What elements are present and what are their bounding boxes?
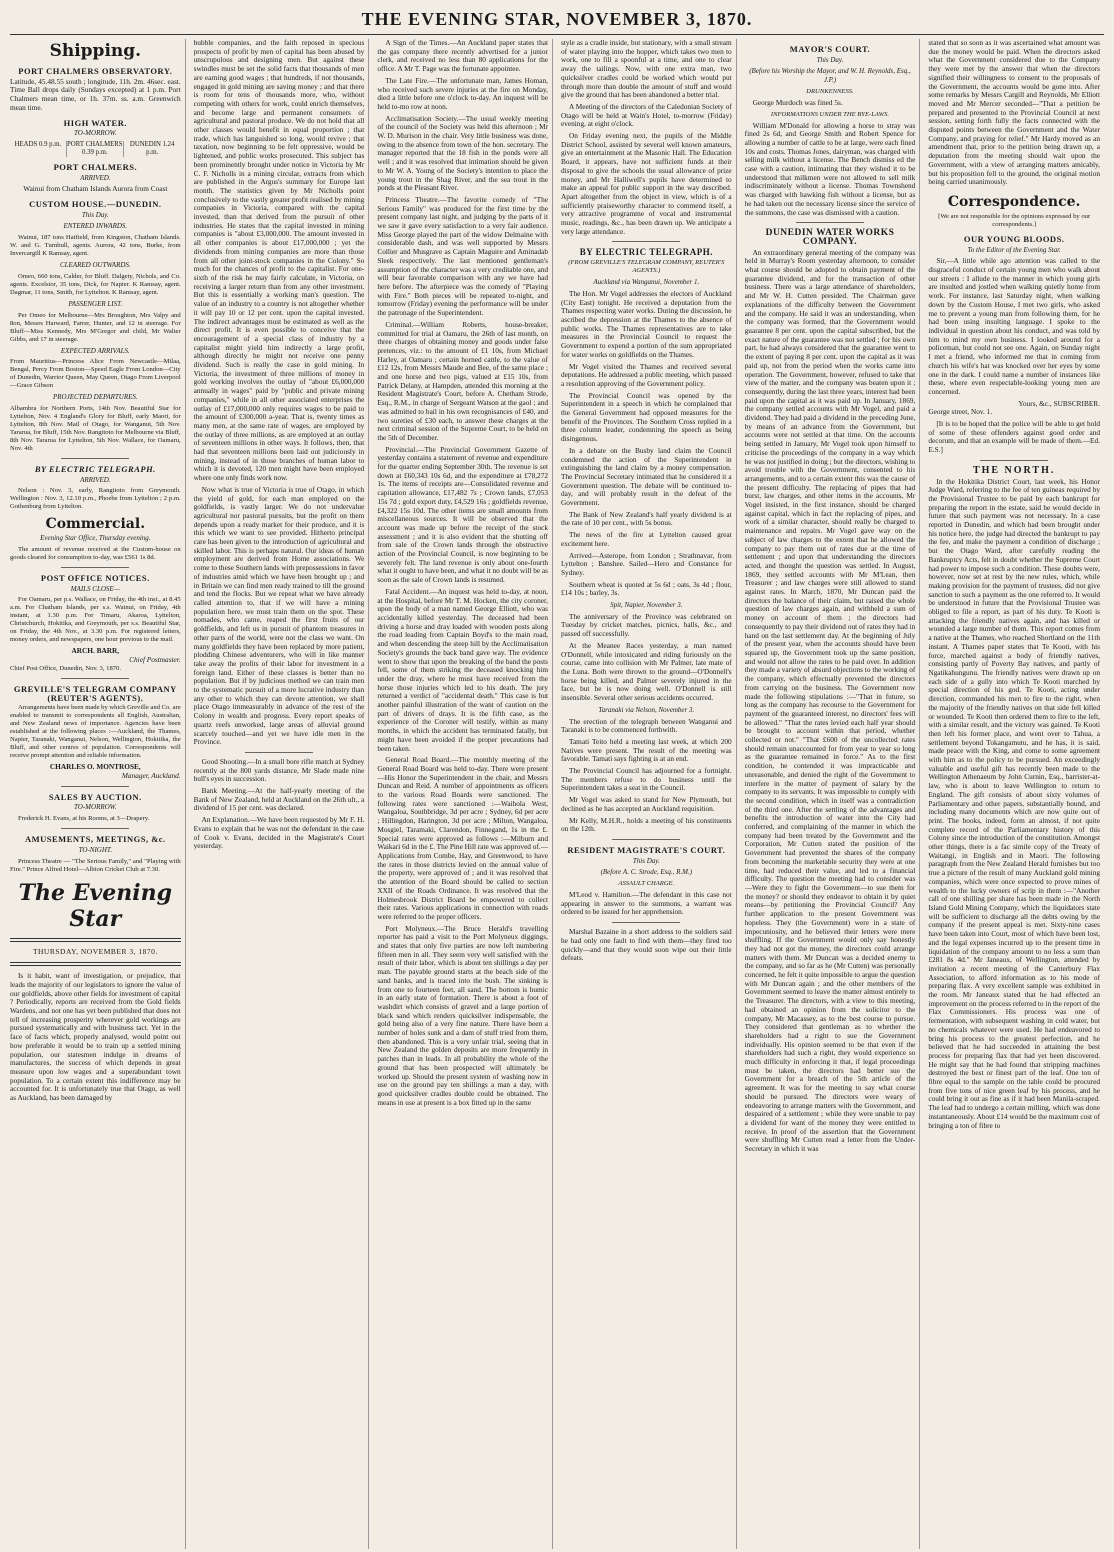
column-1 <box>10 39 186 1549</box>
columns <box>10 39 1104 1549</box>
provincial: Provincial.—The Provincial Government Gazette of yesterday contains a statement of revenue and expenditure for the quarter ending September 30th. The revenue is set down at £60,343 10s 6d, and the expenditure at £78,272 1s. The items of receipts are—Consolidated revenue and capitation allowance, £17,482 7s ; Crown lands, £7,053 15s 7d ; gold export duty, £4,529 16s ; goldfields revenue, £4,322 15s 10d. The other items are small amounts from miscellaneous sources. It will be observed that the account was made up before the receipt of the stock assessment ; and it is also evident that the shutting off from sale of the Crown lands through the obstructive action of the Provincial Council, is now beginning to be severely felt. The land revenue is only about one-fourth what it ought to have been, and what it no doubt will be as soon as the sale of Crown lands is resumed. <box>377 444 548 585</box>
commercial-text: The amount of revenue received at the Custom-house on goods cleared for consumption to-day, was £561 1s 8d. <box>10 546 181 562</box>
sign-of-times: A Sign of the Times.—An Auckland paper states that the gas company there recently advertised for a junior clerk, and received no less than 80 applications for the office. A Mr T. Page was the fortunate appointee. <box>377 39 548 74</box>
bye-laws-label: INFORMATIONS UNDER THE BYE-LAWS. <box>770 110 890 118</box>
fatal-accident: Fatal Accident.—An inquest was held to-day, at noon, at the Hospital, before Mr T. M. Hocken, the city coroner, upon the body of a man named George Elliott, who was accidentally killed yesterday. The deceased had been driving a horse and dray loaded with wooden posts along the road leading from Captain Boyd's to the main road, and when descending the steep hill by the Acclimatisation Society's grounds the back band gave way. The evidence went to show that upon the breaking of the band the posts fell, some of them striking the deceased knocking him under the dray, where he must have received from the horse those injuries which led to his death. The jury returned a verdict of "accidental death." This case is but another painful illustration of the want of caution on the part of drivers of drays. It is the fifth case, as the experience of the Coroner will testify, within as many months, in which the accident has terminated fatally, but might have been avoided if the proper precautions had been taken. <box>377 586 548 753</box>
leader-date-line: THURSDAY, NOVEMBER 3, 1870. <box>32 946 158 956</box>
commercial-office-line: Evening Star Office, Thursday evening. <box>40 534 151 543</box>
arrived-label: ARRIVED. <box>80 173 111 182</box>
amusements-title: AMUSEMENTS, MEETINGS, &c. <box>24 834 166 845</box>
divider <box>245 752 313 753</box>
greville-text: Arrangements have been made by which Greville and Co. are enabled to transmit to correspondents all English, Australian, and New Zealand news of importance. Agencies have been established at the following places :—Auckland, the Thames, Napier, Taranaki, Wanganui, Nelson, Wellington, Hokitika, the Bluff, and other centres of population. Correspondents will receive prompt attention and reliable information. <box>10 704 181 760</box>
sales-text: Frederick H. Evans, at his Rooms, at 3—Drapery. <box>18 815 150 823</box>
port-molyneux: Port Molyneux.—The Bruce Herald's travelling reporter has paid a visit to the Port Molyneux diggings, and states that only five parties are now left numbering fifteen men in all. They seem very well satisfied with the result of their labor, which is about ten shillings a day per man. The payable ground starts at the beach side of the sand banks, and is traced into the bush. The sinking is from one to fourteen feet, all sand. The bottom is humic in an early state of formation. There is about a foot of washdirt which consists of gravel and a large portion of black sand which renders quicksilver indispensable, the gold being also of a very fine nature. There have been a number of holes sunk and a dam of stuff tried from them, then abandoned. This is a very unfair trial, seeing that in New Zealand the golden deposits are more frequently in patches than in leads. In all probability the whole of the ground that has been prospected will ultimately be worked up. Should the present system of washing now in use on the ground pay ten shillings a man a day, with good quicksilver cradles double could be obtained. The means in use at present is a box fitted up in the same <box>377 923 548 1107</box>
north-text: In the Hokitika District Court, last week, his Honor Judge Ward, referring to the fee of ten guineas required by the Provisional Trustee to be paid by each bankrupt for preparing the report in the estate, said he would decide in future that such payment was not necessary. In a case reported in Dunedin, and which had been brought under his notice here, the judge had directed the bankrupt to pay the fee, and make the payment a condition of discharge ; but the Otago Ward, after carefully reading the Bankruptcy Acts, felt in doubt whether the Supreme Court had power to impose such a condition. These doubts were, however, now set at rest by the new rules, which, while making provision for the payment of trustees, did not give sanction to such a payment as the one referred to. It would be understood in future that the Provisional Trustee was obliged to file a report, as part of his duty. Te Kooti is attacking the friendly natives again, and has killed or wounded a large number of them. This report comes from a native at the Thames, who reached Shortland on the 11th instant. A Thames paper states that Te Kooti, with his force, marched against a body of friendly natives, consisting partly of Poverty Bay natives, and partly of Ngatikahungunu. The friendly natives were drawn up on each side of a gully into which Te Kooti marched by special direction of his god. Te Kooti, acting under direction, commanded his men to fire to the right, when the majority of the friendly natives on that side fell killed or wounded. Te Kooti then ordered them to fire to the left, with a similar result, and the victory was gained. Te Kooti then left his former place, and went over to Tahua, a settlement beyond Tokangamutu, and he has, it is said, made peace with the King, and come to some agreement with him as to the policy to be pursued. An exceedingly valuable and useful gift has recently been made to the Wellington Athenaeum by John Curnin, Esq., barrister-at-law, who is about to leave Wellington to return to England. The gift consists of about sixty volumes of Parliamentary and other papers, substantially bound, and including many documents which are now quite out of print. The books, indeed, form an almost, if not quite complete record of the Parliamentary history of this Colony since the introduction of the constitution. Amongst other things, there is a fac simile copy of the Treaty of Waitangi, in English and in Maori. The following paragraph from the New Zealand Herald furnishes but too true a picture of the result of many Auckland gold mining companies, which were once expected to prove mines of wealth to the lucky owners of scrip in them :—"Another call of one shilling per share has been made in the North Island Gold Mining Company, which the liquidators state will be sufficient to discharge all the debts owing by the company if the present appeal is met. Sixty-nine cases have been taken into Court, most of which have been lost, and the legal expenses incurred up to the present time in liquidation of the company amount to no less a sum than £281 8s 4d." Mr Janeaux, of Wellington, attended by invitation a recent meeting of the Canterbury Flax Association, to afford information as to his mode of preparing flax. A very excellent sample was exhibited in the room. Mr Janeaux stated that he had effected an improvement on the process referred to in the report of the Flax Commissioners. His process was one of fermentation, with subsequent washing in cold water, but no chemicals whatever were used. He had endeavored to bring his process to the greatest perfection, and he believed that he had succeeded in attaining the best process for preparing flax that had yet been discovered. He might say that he had found that stripping machines destroyed the best or finest part of the leaf. One ton of fibre equal to the sample on the table could be procured from five tons of nice green leaf by his process, and he could bring it out as fine as if it had been Manila-scraped. The leaf had to undergo a certain milling, which was done instantaneously. About £14 would be the maximum cost of bringing a ton of fibre to <box>928 476 1100 1130</box>
school-entertainment: On Friday evening next, the pupils of the Middle District School, assisted by several well known amateurs, give an entertainment at the Masonic Hall. The Education Board, it appears, have not sufficient funds at their disposal to give the schools the usual allowance of prize money, and Mr Halliwell's pupils have determined to make an appeal for public support in the way described. Apart altogether from the object in view, which is of a sufficiently praiseworthy character to commend itself, a very attractive programme of vocal and instrumental music, readings, &c., has been drawn up. We anticipate a very large attendance. <box>561 131 732 236</box>
passenger-label: PASSENGER LIST. <box>68 299 123 308</box>
port-title: PORT CHALMERS. <box>53 161 138 172</box>
young-bloods-note: [It is to be hoped that the police will be able to get hold of some of these offenders against good order and decorum, and that an example will be made of them.—Ed. E.S.] <box>928 419 1100 455</box>
arrived-text: Wainui from Chatham Islands Aurora from Coast <box>23 184 168 194</box>
paper-name: The Evening Star <box>18 879 172 932</box>
bazaine-note: Marshal Bazaine in a short address to the soldiers said he had only one fault to find with them—they fired too quickly—and that they would soon wipe out their little defeats. <box>561 927 732 963</box>
telegram-9: The anniversary of the Province was celebrated on Tuesday by cricket matches, picnics, balls, &c., and passed off successfully. <box>561 611 732 639</box>
post-office-signer: ARCH. BARR, <box>71 646 120 656</box>
divider <box>612 839 680 840</box>
general-road-board: General Road Board.—The monthly meeting of the General Road Board was held to-day. There were present—His Honor the Superintendent in the chair, and Messrs Duncan and Reid. A number of appointments as officers to the various Road Boards were sanctioned. The following rates were sanctioned :—Waihola West, Wangaloa, Southbridge, 3d per acre ; Sydney, 6d per acre ; Hillingdon, Harington, 3d per acre ; Milton, Wangaloa, Mosgiel, Taramaki, Clarendon, Finnegand, 1s in the £. Special rates were approved as follows :—Milburn and Waikari 6d in the £. The Pine Hill rate was approved of.—Applications from Combe, Hay, and Greenwood, to have the rates in those districts levied on the annual value of the property, were approved of ; and it was resolved that the attention of the Board should be called to section XXII of the Roads Ordinance. It was resolved that the Holmesbrook District Board be empowered to collect their rates. Various applications in connection with roads were referred to the proper officers. <box>377 755 548 921</box>
young-bloods-to: To the Editor of the Evening Star. <box>967 245 1061 254</box>
passenger-text: Per Omeo for Melbourne—Mrs Broughton, Mrs Valpy and 8on, Messrs Harward, Farrer, Hunter, and 12 in steerage. For Bluff—Miss Kennedy, Mrs M'Gregor and child, Mr Walter Gibbs, and 17 in steerage. <box>10 311 181 343</box>
bye-laws-text: William M'Donald for allowing a horse to stray was fined 2s 6d, and George Smith and Robert Spence for allowing a number of cattle to be at large, were each fined 10s and costs. Thomas Jones, dairyman, was charged with selling milk without a license. The Bench dismiss ed the case with a caution, intimating that they wished it to be understood that milkmen were not allowed to sell milk indiscriminately without a license. Thomas Townshend was charged with hawking fish without a license, but as he had taken out the necessary license since the service of the summons, the case was dismissed with a caution. <box>744 120 916 217</box>
divider <box>612 922 680 923</box>
late-fire: The Late Fire.—The unfortunate man, James Homan, who received such severe injuries at the fire on Monday, died a little before one o'clock to-day. An inquest will be held to-mo row at noon. <box>377 75 548 111</box>
double-rule <box>10 962 181 966</box>
tide-dunedin: DUNEDIN 1.24 p.m. <box>129 140 175 156</box>
shipping-header: Shipping. <box>49 41 142 61</box>
divider <box>980 460 1049 461</box>
dateline-auckland: Auckland via Wanganui, November 1. <box>593 278 700 287</box>
divider <box>612 241 680 242</box>
high-water-title: HIGH WATER. <box>63 117 127 128</box>
leader-paragraph-3: Now what is true of Victoria is true of Otago, in which the yield of gold, for each man employed on the goldfields, is vastly larger. We do not undervalue agricultural nor pastoral pursuits, but the profit on them depends upon a ready market for their produce, and it is this which we want to see provided. Hitherto principal care has been given to the introduction of agricultural and skilled labor. This is perhaps natural. Our ideas of human employment are derived from Home associations. We come to these Southern lands with prepossessions in favor of industries amid which we have been brought up ; and in Britain we can find men ready trained to till the ground and tend the flocks. But we repeat what we have already called attention to, that if we will have a mining population here, we must train them on the spot. These nomades, who came, reaped the first fruits of our goldfields, and left us in pursuit of phantom treasures in other parts of the world, were not the class we want. On many goldfields they have been replaced by more patient, plodding Chinese adventurers, who will in like manner take away the profits of their labor for investment in a foreign land. Either of these classes is better than no population. But if by judicious method we can train men to the systematic pursuit of a more lucrative industry than any other to which they can devote attention, we shall place Otago immeasurably in advance of the rest of the Colony in wealth and progress. Every report speaks of quartz reefs unworked, large areas of alluvial ground scarcely touched—and yet we have idle men in the Province. <box>193 484 365 747</box>
divider <box>61 567 129 568</box>
entered-label: ENTERED INWARDS. <box>63 222 128 231</box>
sales-title: SALES BY AUCTION. <box>48 791 142 802</box>
observatory-text: Latitude, 45.48.55 south ; longitude, 11h. 2m. 46sec. east. Time Ball drops daily (Sundays excepted) at 1 p.m. Port Chalmers mean time, or 1h. 37m. ss. a.m. Greenwich mean time. <box>10 76 181 112</box>
commercial-header: Commercial. <box>45 516 146 533</box>
post-office-title: POST OFFICE NOTICES. <box>40 573 150 584</box>
telegram-14: Mr Vogel was asked to stand for New Plymouth, but declined as he has accepted an Auckland requisition. <box>561 795 732 813</box>
acclimatisation-society: Acclimatisation Society.—The usual weekly meeting of the council of the Society was held this afternoon ; Mr W. D. Murison in the chair. Very little business was done, owing to the absence from town of the hon. secretary. The manager reported that the 18 fish in the ponds were all well ; and it was resolved that intimation should be given to Mr W. A. Young of the Society's intention to place the young trout in the Shag River, and the sea trout in the ponds at the Pleasant River. <box>377 113 548 193</box>
divider <box>796 222 864 223</box>
amusements-text: Princess Theatre — "The Serious Family," and "Playing with Fire." Prince Alfred Hotel—Albion Cricket Club at 7.30. <box>10 857 181 873</box>
telegram-10: At the Meanee Races yesterday, a man named O'Donnell, while intoxicated and riding furiously on the course, came into collision with Mr Palmer, late mate of the Luna. Both were thrown to the ground—O'Donnell's horse being killed, and Palmer severely injured in the face, but he is now doing well. O'Donnell is still insensible. Several other serious accidents occurred. <box>561 640 732 703</box>
telegraph-arrived: ARRIVED. <box>80 475 111 484</box>
divider <box>61 828 129 829</box>
telegram-3: The Provincial Council was opened by the Superintendent in a speech in which he complained that the General Government had opposed measures for the benefit of the Provinces. The Southern Cross replied in a three column leader, condemning the speech as being disingenous. <box>561 390 732 444</box>
observatory-title: PORT CHALMERS OBSERVATORY. <box>18 66 173 76</box>
telegram-11: The erection of the telegraph between Wanganui and Taranaki is to be commenced forthwith. <box>561 716 732 735</box>
correspondence-note: [We are not responsible for the opinions expressed by our correspondents.] <box>938 212 1091 228</box>
mails-close: MAILS CLOSE— <box>70 584 120 593</box>
column-3 <box>377 39 553 1549</box>
young-bloods-sign: Yours, &c., SUBSCRIBER. <box>1018 398 1100 408</box>
column-2 <box>194 39 370 1549</box>
tide-table <box>10 141 181 157</box>
tide-port-chalmers: PORT CHALMERS 0.39 p.m. <box>67 140 123 156</box>
masthead-title: THE EVENING STAR, NOVEMBER 3, 1870. <box>361 9 753 29</box>
telegram-5: The Bank of New Zealand's half yearly dividend is at the rate of 10 per cent., with 5s bonus. <box>561 509 732 528</box>
telegram-12: Tamati Teito held a meeting last week, at which 200 Natives were present. The result of the meeting was favorable. Tamati says fighting is at an end. <box>561 736 732 764</box>
expected-label: EXPECTED ARRIVALS. <box>60 346 130 355</box>
post-office-text: For Oamaru, per p.s. Wallace, on Friday, the 4th inst., at 8.45 a.m. For Chatham Islands, per s.s. Wainui, on Friday, 4th instant, at 1.30 p.m. For Timaru, Akaroa, Lyttelton, Christchurch, Hokitika, and Greymouth, per s.s. Beautiful Star, on Friday, the 4th Nov., at 3.30 p.m. For registered letters, money orders, and newspapers, one hour previous to the mail. <box>10 596 181 644</box>
post-office-signer-title: Chief Postmaster. <box>129 655 181 665</box>
telegram-1: The Hon. Mr Vogel addresses the electors of Auckland (City East) tonight. He received a deputation from the Thames respecting water works. During the discussion, he ascribed the depression at the Thames to the absence of public works. The Thames representatives are to take measures in the Provincial Council to request the Government to expend a portion of the sum appropriated for water works on goldfields on the Thames. <box>561 288 732 359</box>
greville-title: GREVILLE'S TELEGRAM COMPANY (REUTER'S AGENTS). <box>13 683 177 703</box>
rm-court-title: RESIDENT MAGISTRATE'S COURT. <box>567 844 726 855</box>
telegram-15: Mr Kelly, M.H.R., holds a meeting of his constituents on the 12th. <box>561 815 732 834</box>
greville-signer-title: Manager, Auckland. <box>121 770 181 780</box>
rm-court-before: (Before A. C. Strode, Esq., R.M.) <box>600 868 693 877</box>
leader-paragraph-1: Is it habit, want of investigation, or prejudice, that leads the majority of our legislators to ignore the value of our goldfields, above other fields for investment of capital ? Periodically, reports are received from the Gold fields Wardens, and not one has yet been published that does not tell of increasing prosperity wherever gold workings are pursued systematically and with business tact. Yet in the face of facts which, properly analysed, would point out how preferable it would be to train up a settled mining population, our statesmen indulge in dreams of manufactures, the success of which depends in great measure upon low wages and a superabundant town population. To a certain extent this indifference may be accounted for. It is unfortunately true that Otago, as well as Auckland, has been damaged by <box>10 971 181 1103</box>
criminal: Criminal.—William Roberts, house-breaker, committed for trial at Oamaru, the 26th of last month, on three charges of obtaining money and goods under false pretences, viz.: to the amount of £1 10s, from Michael Harley, at Oamaru ; certain horned cattle, to the value of £12 12s, from Messrs Maude and Bee, of the same place ; and one horse and two pigs, valued at £15 10s, from Patrick Delany, at Hampden, attended this morning at the Resident Magistrate's Court, before A. Chetham Strode, Esq., R.M., in charge of Sergeant Watson at the gaol ; and was admitted to bail in his own recognisances of £40, and two sureties of £30 each, to answer these charges at the next criminal session of the Supreme Court, to be held on the 5th of December. <box>377 319 548 442</box>
tide-heads: HEADS 0.9 p.m. <box>10 141 67 157</box>
cleared-text: Omeo, 660 tons, Calder, for Bluff. Dalgety, Nichols, and Co. agents. Excelsior, 35 tons, Dick, for Napier. K Ramsay, agent. Dagmar, 11 tons, Smith, for Lyttelton. K Ramsay, agent. <box>10 272 181 296</box>
bank-meeting: Bank Meeting.—At the half-yearly meeting of the Bank of New Zealand, held at Auckland on the 26th ult., a dividend of 15 per cent. was declared. <box>193 786 365 813</box>
princess-theatre: Princess Theatre.—The favorite comedy of "The Serious Family" was produced for the first time by the present company last night, and judging by the parts of it we saw it gave every satisfaction to a very fair audience. Miss George played the part of the widow Delmaine with considerable dash, and was well supported by Messrs Collier and Musgrave as Captain Maguire and Aminadab Sleek respectively. The last mentioned gentleman's assumption of the character was a very creditable one, and will bear favorable comparison with any we have had here before. The afterpiece was the comedy of "Playing with Fire." Both pieces will be repeated to-night, and tomorrow (Friday) evening the performance will be under the patronage of the Superintendent. <box>377 194 548 318</box>
drunkenness-label: DRUNKENNESS. <box>806 87 854 95</box>
leader-paragraph-2: bubble companies, and the faith reposed in specious prospects of profit by men of capital has been abused by unscrupulous and designing men. But against these swindles must be set the solid facts that thousands of men are earning good wages ; that hundreds, if not thousands, engaged in gold mining are saving money ; and that there is room for tens of thousands more, who, without competing with others for work, could enrich themselves, and become large and permanent consumers of agricultural and pastoral produce. We do not hold that all other classes would benefit in equal proportion ; that trade, which has languished so long, would revive ; that taxation, now beginning to be felt oppressive, would be lightened, and public works prosecuted. This subject has been prominently brought under notice in Victoria by Mr C. F. Nicholls in a mining circular, extracts from which are published in the Argus's summary for Europe last month. The statistics given by Mr Nicholls point conclusively to the vastly greater profit realised by mining companies in Victoria, compared with the capital invested, than that derived from the pursuit of other industries. He states that the capital invested in mining companies is "about £3,000,000. The amount invested in all other companies is about £17,000,000 ; yet the dividends from mining companies are more than those from all other joint-stock companies in the Colony." So much for the chances of profit to the capitalist. For one-sixth of the risk he may fairly calculate, in Victoria, on receiving a larger return than from any other investment. But this is essentially a working man's question. The value of an industry to a country is not altogether whether it will pay 10 or 12 per cent. upon the capital invested. The indirect advantages must be estimated as well as the direct profit. It is even possible to conceive that the encouragement of a special class of industry by a capitalist might yield him indirectly a large profit, although directly he might not receive one penny dividend. Such is really the case in gold mining. In Victoria, the investment of three millions of money in gold working involves the outlay of "about £6,000,000 annually in wages" paid by "public and private mining companies," while in all other associated enterprises the outlay of £17,000,000 only requires wages to be paid to the amount of £300,000 a-year. That is, twenty times as many men, at the same rate of wages, are employed by the outlay of three millions, as are employed at an outlay of seventeen millions in other ways. It follows, then, that had that seventeen millions been laid out judiciously in mining, instead of in those branches of human labor to which it is devoted, 120 men might have been employed where one only finds work now. <box>193 39 365 483</box>
rm-court-text: M'Leod v. Hamilton.—The defendant in this case not appearing in answer to the summons, a warrant was ordered to be issued for her apprehension. <box>561 890 732 917</box>
young-bloods-date: George street, Nov. 1. <box>928 407 993 417</box>
masthead <box>10 0 1104 35</box>
drunkenness-text: George Murdoch was fined 5s. <box>752 97 843 107</box>
port-molyneux-continued: style as a cradle inside, but stationary, with a small stream of water playing into the hopper, which takes two men to work, one to fill a spoonful at a time, and one to clear away the tailings. Now, with one extra man, two quicksilver cradles could be worked which would put through more than double the amount of stuff and would give the ground that has been abandoned a better trial. <box>561 39 732 100</box>
post-office-sign-place: Chief Post Office, Dunedin, Nov. 3, 1870. <box>10 664 121 672</box>
telegraph-text: Nelson : Nov. 3, early, Rangitoto from Greymouth. Wellington : Nov. 3, 12.10 p.m., Phoebe from Lyttelton ; 2 p.m. Gothenburg from Lyttelton. <box>10 487 181 511</box>
custom-title: CUSTOM HOUSE.—DUNEDIN. <box>29 199 162 210</box>
caledonian-meeting: A Meeting of the directors of the Caledonian Society of Otago will be held at Wain's Hotel, to-morrow (Friday) evening, at eight o'clock. <box>561 101 732 129</box>
rm-court-day: This Day. <box>632 856 660 865</box>
mayor-court-before: (Before his Worship the Mayor, and W. H. Reynolds, Esq., J.P.) <box>749 67 911 85</box>
sales-sub: TO-MORROW. <box>74 803 117 812</box>
rm-assault-label: ASSAULT CHARGE. <box>618 880 675 888</box>
water-works-text: An extraordinary general meeting of the company was held in Murray's Room yesterday afternoon, to consider what course should be adopted to obtain payment of the guarantee dividend, and for the transaction of other business. There was a large attendance of shareholders, and Mr W. H. Cutten presided. The Chairman gave explanations of the difficulty between the Government and the company. He said it was an understanding, when the company was formed, that the Government would guarantee 8 per cent. upon the capital subscribed, but the exact nature of the guarantee was not settled ; for his own part, he had always considered that the guarantee went to the extent of paying 8 per cent. upon the capital as it was paid up, not from the period when the works came into operation. The Government, however, refused to take that view of the matter, and the company was beaten upon it ; consequently, during the last three years, interest had been paid upon the capital as it was paid up. In January, 1869, the company settled accounts with Mr Vogel, and paid a dividend. They had paid a dividend in the preceding June, by means of an advance from the Government, but accounts were not settled at that time. On the accounts being settled in January, Mr Vogel took upon himself to criticise the proceedings of the company in a way which he was not justified in doing ; but the directors, wishing to avoid trouble with the Government, consented to his arrangements, and to a certain extent this was the cause of the present difficulty. The replacing of pipes that had burst, law charges, and other items in the accounts, Mr Vogel insisted, in the first instance, should be charged against capital, which in fact the replacing of pipes, and work of a similar character, should really be charged to maintenance and repairs. Mr Vogel gave way on the subject of law charges to the extent that he allowed the company to pay them out of rates due at the time of settlement ; and upon that understanding the directors acted, and thought the question was settled. In August, 1869, they settled accounts with Mr M'Lean, then Treasurer ; and law charges were still allowed to stand against rates. In March, 1870, Mr Duncan paid the directors the balance of their claim, but raised the whole question of law charges again, and withheld a sum of money on account of them ; the directors had consequently to pay their dividend out of rates they had in hand on the last settlement day. At the beginning of July of the present year, when the accounts should have been squared up, the Government took up the same position, and would not allow the rates to be paid over. In addition they made a variety of absurd objections to the working of the company, which effectually prevented the directors from carrying on the business. The Government now made the following stipulations :—"That in future, so long as the company has recourse to the Government for payment of the guaranteed interest, no directors' fees will be allowed." "That the rates levied each half year should be brought to account within that period, whether collected or not." "That £600 of the uncollected rates should remain unaccounted for from year to year so long as the guarantee remained in force." As to the first condition, he contended it was impracticable and unreasonable, and denied the right of the Government to interfere in the matter of payment of salary by the company to its servants. It was impossible to comply with the second condition, which in itself was a contradiction of the third one. After the settling of the advantages and benefits the introduction of water into the City had conferred, and complaining of the manner in which the company had been treated by the Government and the Corporation, Mr Cutten stated the position of the Government had prevented the shares of the company from becoming the marketable security they were at one time, had reduced their value, and led to a financial difficulty. The question the meeting had to consider was—Were they to fight the Government—to sue them for the money? or should they endeavor to obtain it by quiet means—by petitioning the Provincial Council? Any further application to the present Government was hopeless. They (the Government) were in a state of impecuniosity, and he believed their letters were mere shuffling. If the Government would only say honestly they had not got the money, the directors could arrange matters with them. Mr Duncan was a decided enemy to the company, and so far as he (Mr Cutten) was personally concerned, he felt it quite impossible to argue the question with Mr Duncan again ; and the other members of the Government seemed to leave the matter almost entirely to the Treasurer. The directors, with a view to this meeting, had obtained an opinion from the solicitor to the company, Mr Macassey, as to the best course to pursue. They considered that gentleman as to whether the shareholders had a right to sue the Government individually. His opinion seemed to be that even if the shareholders had such a right, they would experience so much difficulty in enforcing it that, if legal proceedings must be taken, the directors had better sue the Government for a breach of the 5th article of the agreement. It was for the meeting to say what course should be pursued. The directors were weary of endeavoring to arrange matters with the Government, and despaired of a settlement ; while they were unable to pay a dividend for want of the money they were entitled to receive. In proof of the assertion that the Government were shuffling Mr Cutten read a letter from the Under-Secretary in which it was <box>744 247 916 1154</box>
cleared-label: CLEARED OUTWARDS. <box>59 261 131 270</box>
water-works-title: DUNEDIN WATER WORKS COMPANY. <box>765 228 895 247</box>
double-rule <box>10 938 181 942</box>
telegraph-title-2: BY ELECTRIC TELEGRAPH. <box>579 247 713 258</box>
divider <box>61 786 129 787</box>
amusements-sub: TO-NIGHT. <box>78 845 113 854</box>
telegram-8: Southern wheat is quoted at 5s 6d ; oats, 3s 4d ; flour, £14 10s ; barley, 3s. <box>561 579 732 598</box>
north-title: THE NORTH. <box>972 464 1056 476</box>
telegraph-title: BY ELECTRIC TELEGRAPH. <box>34 463 156 474</box>
high-water-sub: TO-MORROW. <box>74 129 117 138</box>
column-4 <box>561 39 737 1549</box>
entered-text: Wainui, 187 tons Hatfield, from Kingston, Chatham Islands. W. and G. Turnbull, agents. Aurora, 42 tons, Burke, from Invercargill K Ramsay, agent. <box>10 234 181 258</box>
water-works-continued: stated that so soon as it was ascertained what amount was due the money would be paid. When the directors asked what the Government considered due to the Company they were met by the answer that when the directors signified their willingness to consent to the proposals of the Government, the accounts would be gone into. After some remarks by Messrs Cargill and Reynolds, Mr Elliott moved and Mr Mercer seconded—"That a petition be prepared and presented to the Provincial Council at next session, setting forth fully the facts connected with the disputed points between the Government and the Water Company, and praying for relief." Mr Hardy moved as an amendment that, prior to the petition being drawn up, a deputation from the meeting should wait upon the Government, with a view of arranging matters amicably, but his proposition fell to the ground, the original motion being carried unanimously. <box>928 39 1100 187</box>
telegraph-sub: (FROM GREVILLE'S TELEGRAM COMPANY, REUTER'S AGENTS.) <box>568 259 725 275</box>
telegram-6: The news of the fire at Lyttelton caused great excitement here. <box>561 530 732 548</box>
telegram-2: Mr Vogel visited the Thames and received several deputations. He addressed a public meeting, which passed a resolution approving of the Government policy. <box>561 361 732 388</box>
correspondence-header: Correspondence. <box>947 193 1081 210</box>
mayor-court-day: This Day. <box>816 55 844 64</box>
custom-day: This Day. <box>81 210 109 219</box>
good-shooting: Good Shooting.—In a small bore rifle match at Sydney recently at the 800 yards distance, Mr Slade made nine bull's eyes in succession. <box>193 756 365 784</box>
an-explanation: An Explanation.—We have been requested by Mr F. H. Evans to explain that he was not the defendant in the case of Cook v. Evans, decided in the Magistrate's Court yesterday. <box>193 815 365 851</box>
column-5 <box>745 39 921 1549</box>
projected-text: Albambra for Northern Ports, 14th Nov. Beautiful Star for Lyttelton, Nov. 4 England's Glory for Bluff, early Maori, for Lyttelton, 8th Nov. Mail of Otago, for Wanganui, 5th Nov. Tararua, for Bluff, 15th Nov. Rangitoto for Melbourne via Bluff, 8th Nov. Tararua for Lyttelton, 5th Nov. Wallace, for Oamaru, Nov. 4th <box>10 404 181 452</box>
telegram-13: The Provincial Council has adjourned for a fortnight. The members refuse to do business until the Superintendent takes a seat in the Council. <box>561 766 732 793</box>
telegram-7: Arrived—Asterope, from London ; Strathnavar, from Lyttelton ; Banshee. Sailed—Hero and Constance for Sydney. <box>561 550 732 577</box>
column-6 <box>928 39 1104 1549</box>
divider <box>61 458 129 459</box>
young-bloods-title: OUR YOUNG BLOODS. <box>963 233 1065 244</box>
divider <box>61 678 129 679</box>
greville-signer: CHARLES O. MONTROSE, <box>49 762 141 772</box>
dateline-taranaki: Taranaki via Nelson, November 3. <box>598 705 695 714</box>
young-bloods-text: Sir,—A little while ago attention was called to the disgraceful conduct of certain young men who walk about our streets : I allude to the manner in which young girls are insulted and jostled when walking quietly home from work. For instance, last Saturday night, when walking down by the Custom House, I met two girls, who asked me to prevent a young man from following them, for he had been using insulting language. I spoke to the individual in question about his conduct, and was told by him to mind my own business. I looked around for a policeman, but could not see one. Again, on Sunday night I met a friend, who informed me that in coming from church his wife's hat was knocked over her eyes by some one in the dark. I could name a number of instances like these, where even respectable-looking young men are concerned. <box>928 256 1100 396</box>
projected-label: PROJECTED DEPARTURES. <box>53 393 138 402</box>
telegram-4: In a debate on the Busby land claim the Council condemned the action of the Superintendent in extinguishing the land claim by a money compensation. The Provincial Secretary intimated that he considered it a Government question. The debate will be continued to-day, and will probably result in the defeat of the Government. <box>561 445 732 508</box>
dateline-napier: Spit, Napier, November 3. <box>610 601 683 610</box>
mayor-court-title: MAYOR'S COURT. <box>789 44 871 54</box>
expected-text: From Mauritius—Princess Alice From Newcastle—Milaa, Bengal, Percy From Boston—Speed Eagle From London—City of Dunedin, Warrior Queen, May Queen, Otago From Liverpool—Grace Gibson <box>10 358 181 390</box>
